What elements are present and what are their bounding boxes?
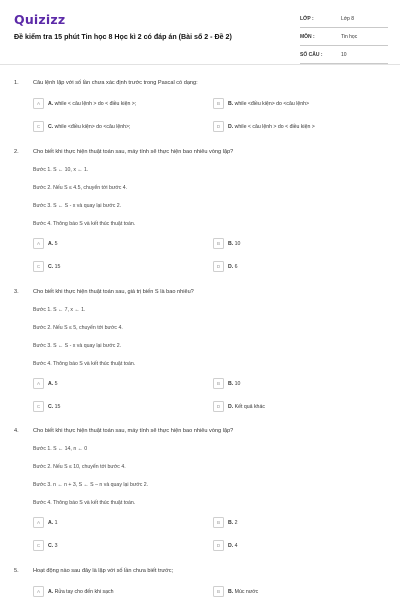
option-key: D.: [228, 123, 234, 130]
question-number: 5.: [14, 568, 19, 574]
option-text: 15: [54, 263, 61, 270]
option-letter-box: A: [33, 98, 44, 109]
option-key: C.: [48, 123, 54, 130]
option-letter-box: D: [213, 121, 224, 132]
option-key: B.: [228, 380, 234, 387]
option-letter-box: C: [33, 540, 44, 551]
option-key: C.: [48, 403, 54, 410]
meta-table: [300, 10, 388, 64]
algorithm-step: Bước 2. Nếu S ≤ 4.5, chuyển tới bước 4.: [33, 185, 128, 191]
question-number: 2.: [14, 149, 19, 155]
option-text: while <điều kiện> do <câu lệnh>;: [54, 123, 131, 130]
algorithm-step: Bước 1. S ← 7, x ← 1.: [33, 307, 86, 313]
meta-value: 10: [341, 51, 347, 58]
meta-label: SỐ CÂU :: [300, 51, 323, 58]
option-key: B.: [228, 100, 234, 107]
option-key: A.: [48, 588, 54, 595]
option-text: Múc nước: [234, 588, 259, 595]
option-key: D.: [228, 403, 234, 410]
option-letter-box: B: [213, 238, 224, 249]
quizizz-logo: Quizizz: [14, 12, 66, 27]
page-title: Đề kiểm tra 15 phút Tin học 8 Học kì 2 có đáp án (Bài số 2 - Đề 2): [14, 33, 232, 41]
option-key: D.: [228, 263, 234, 270]
option-text: 5: [54, 240, 58, 247]
option-letter-box: A: [33, 517, 44, 528]
meta-value: Lớp 8: [341, 15, 355, 22]
question-number: 1.: [14, 80, 19, 86]
option-text: while <điều kiện> do <câu lệnh>: [234, 100, 310, 107]
option-text: 6: [234, 263, 238, 270]
option-letter-box: B: [213, 378, 224, 389]
option-text: Kết quả khác: [234, 403, 265, 410]
algorithm-step: Bước 1. S ← 10, x ← 1.: [33, 167, 89, 173]
algorithm-step: Bước 1. S ← 14, n ← 0: [33, 446, 88, 452]
option-text: while < câu lệnh > do < điều kiện >: [234, 123, 315, 130]
option-text: 1: [54, 519, 58, 526]
option-letter-box: A: [33, 238, 44, 249]
option-key: A.: [48, 519, 54, 526]
algorithm-step: Bước 2. Nếu S ≤ 10, chuyển tới bước 4.: [33, 464, 126, 470]
option-text: 10: [234, 240, 241, 247]
option-letter-box: A: [33, 378, 44, 389]
algorithm-step: Bước 2. Nếu S ≤ 5, chuyển tới bước 4.: [33, 325, 123, 331]
meta-row-class: [300, 10, 388, 28]
option-letter-box: C: [33, 401, 44, 412]
option-text: 4: [234, 542, 238, 549]
option-key: C.: [48, 542, 54, 549]
option-letter-box: C: [33, 121, 44, 132]
option-letter-box: B: [213, 586, 224, 597]
question-text: Cho biết khi thực hiện thuật toán sau, máy tính sẽ thực hiện bao nhiêu vòng lặp?: [33, 428, 234, 434]
question-number: 4.: [14, 428, 19, 434]
question-text: Hoạt động nào sau đây là lặp với số lần chưa biết trước;: [33, 568, 174, 574]
meta-label: MÔN :: [300, 33, 315, 40]
meta-row-count: [300, 46, 388, 64]
algorithm-step: Bước 4. Thông báo S và kết thúc thuật toán.: [33, 221, 136, 227]
option-text: 5: [54, 380, 58, 387]
option-text: 2: [234, 519, 238, 526]
option-text: Rửa tay cho đến khi sạch: [54, 588, 114, 595]
algorithm-step: Bước 4. Thông báo S và kết thúc thuật toán.: [33, 361, 136, 367]
question-text: Câu lệnh lặp với số lần chưa xác định trước trong Pascal có dạng:: [33, 80, 198, 86]
question-text: Cho biết khi thực hiện thuật toán sau, máy tính sẽ thực hiện bao nhiêu vòng lặp?: [33, 149, 234, 155]
header-divider: [0, 64, 400, 65]
algorithm-step: Bước 3. n ← n + 3, S ← S – n và quay lại bước 2.: [33, 482, 149, 488]
option-key: D.: [228, 542, 234, 549]
question-text: Cho biết khi thực hiện thuật toán sau, giá trị biến S là bao nhiêu?: [33, 289, 194, 295]
option-key: B.: [228, 588, 234, 595]
option-letter-box: B: [213, 98, 224, 109]
option-key: B.: [228, 519, 234, 526]
meta-row-subject: [300, 28, 388, 46]
option-key: A.: [48, 240, 54, 247]
option-letter-box: B: [213, 517, 224, 528]
algorithm-step: Bước 3. S ← S - x và quay lại bước 2.: [33, 343, 122, 349]
option-letter-box: D: [213, 401, 224, 412]
option-text: while < câu lệnh > do < điều kiện >;: [54, 100, 137, 107]
option-key: B.: [228, 240, 234, 247]
meta-label: LỚP :: [300, 15, 314, 22]
option-letter-box: C: [33, 261, 44, 272]
option-letter-box: D: [213, 261, 224, 272]
question-number: 3.: [14, 289, 19, 295]
option-text: 10: [234, 380, 241, 387]
algorithm-step: Bước 3. S ← S - x và quay lại bước 2.: [33, 203, 122, 209]
option-text: 15: [54, 403, 61, 410]
meta-value: Tin học: [341, 33, 358, 40]
option-text: 3: [54, 542, 58, 549]
option-key: A.: [48, 100, 54, 107]
algorithm-step: Bước 4. Thông báo S và kết thúc thuật toán.: [33, 500, 136, 506]
option-letter-box: D: [213, 540, 224, 551]
option-key: C.: [48, 263, 54, 270]
option-letter-box: A: [33, 586, 44, 597]
option-key: A.: [48, 380, 54, 387]
